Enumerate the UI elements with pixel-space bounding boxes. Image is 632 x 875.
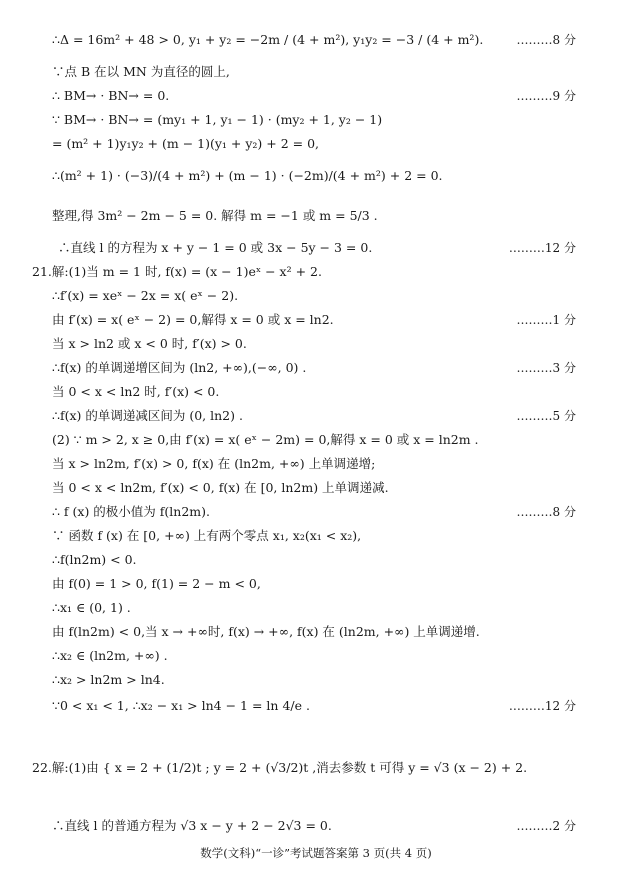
line-text: ∴(m² + 1) · (−3)/(4 + m²) + (m − 1) · (−2m)/(4 + m²) + 2 = 0. — [52, 168, 443, 183]
answer-line — [0, 238, 632, 258]
line-text: ∴f(x) 的单调递增区间为 (ln2, +∞),(−∞, 0) . — [52, 360, 307, 375]
line-text: 由 f(ln2m) < 0,当 x → +∞时, f(x) → +∞, f(x) 在 (ln2m, +∞) 上单调递增. — [52, 624, 480, 639]
line-text: ∴ BM→ · BN→ = 0. — [52, 88, 170, 103]
line-text: ∴ f (x) 的极小值为 f(ln2m). — [52, 504, 210, 519]
line-text: 整理,得 3m² − 2m − 5 = 0. 解得 m = −1 或 m = 5/3 . — [52, 208, 378, 223]
line-text: 22.解:(1)由 { x = 2 + (1/2)t ; y = 2 + (√3/2)t ,消去参数 t 可得 y = √3 (x − 2) + 2. — [32, 760, 528, 775]
answer-line — [0, 110, 632, 130]
answer-line — [0, 86, 632, 106]
line-text: ∵0 < x₁ < 1, ∴x₂ − x₁ > ln4 − 1 = ln 4/e . — [52, 698, 310, 713]
answer-line — [0, 334, 632, 354]
answer-line — [0, 550, 632, 570]
score-mark: ………12 分 — [508, 241, 576, 255]
line-text: ∴x₂ > ln2m > ln4. — [52, 672, 165, 687]
line-text: 由 f(0) = 1 > 0, f(1) = 2 − m < 0, — [52, 576, 261, 591]
score-mark: ………9 分 — [516, 89, 576, 103]
score-mark: ………5 分 — [516, 409, 576, 423]
answer-line — [0, 696, 632, 716]
line-text: ∵ 函数 f (x) 在 [0, +∞) 上有两个零点 x₁, x₂(x₁ < x₂), — [52, 528, 362, 543]
answer-line — [0, 310, 632, 330]
answer-line — [0, 358, 632, 378]
answer-line — [0, 406, 632, 426]
answer-line — [0, 206, 632, 226]
line-text: = (m² + 1)y₁y₂ + (m − 1)(y₁ + y₂) + 2 = 0, — [52, 136, 320, 151]
line-text: 当 0 < x < ln2m, f′(x) < 0, f(x) 在 [0, ln2m) 上单调递减. — [52, 480, 389, 495]
line-text: (2) ∵ m > 2, x ≥ 0,由 f′(x) = x( eˣ − 2m) = 0,解得 x = 0 或 x = ln2m . — [52, 432, 479, 447]
line-text: ∴x₁ ∈ (0, 1) . — [52, 600, 131, 615]
answer-line — [0, 598, 632, 618]
answer-line — [0, 134, 632, 154]
line-text: ∴直线 l 的普通方程为 √3 x − y + 2 − 2√3 = 0. — [52, 818, 332, 833]
answer-line — [0, 816, 632, 836]
answer-line — [0, 62, 632, 82]
answer-line — [0, 646, 632, 666]
line-text: ∴f(x) 的单调递减区间为 (0, ln2) . — [52, 408, 243, 423]
answer-line — [0, 382, 632, 402]
answer-line — [0, 30, 632, 50]
answer-line — [0, 758, 632, 778]
line-text: 当 x > ln2 或 x < 0 时, f′(x) > 0. — [52, 336, 247, 351]
answer-line — [0, 430, 632, 450]
score-mark: ………1 分 — [516, 313, 576, 327]
answer-line — [0, 622, 632, 642]
page-footer: 数学(文科)“一诊”考试题答案第 3 页(共 4 页) — [200, 846, 432, 860]
answer-line — [0, 478, 632, 498]
answer-line — [0, 526, 632, 546]
score-mark: ………12 分 — [508, 699, 576, 713]
line-text: ∴f′(x) = xeˣ − 2x = x( eˣ − 2). — [52, 288, 239, 303]
answer-line — [0, 574, 632, 594]
answer-line — [0, 670, 632, 690]
line-text: 由 f′(x) = x( eˣ − 2) = 0,解得 x = 0 或 x = ln2. — [52, 312, 334, 327]
score-mark: ………8 分 — [516, 505, 576, 519]
answer-line — [0, 262, 632, 282]
line-text: ∴x₂ ∈ (ln2m, +∞) . — [52, 648, 168, 663]
answer-line — [0, 286, 632, 306]
line-text: 当 0 < x < ln2 时, f′(x) < 0. — [52, 384, 220, 399]
line-text: ∴f(ln2m) < 0. — [52, 552, 137, 567]
score-mark: ………2 分 — [516, 819, 576, 833]
line-text: ∵点 B 在以 MN 为直径的圆上, — [52, 64, 230, 79]
line-text: ∴Δ = 16m² + 48 > 0, y₁ + y₂ = −2m / (4 + m²), y₁y₂ = −3 / (4 + m²). — [52, 32, 484, 47]
line-text: ∴直线 l 的方程为 x + y − 1 = 0 或 3x − 5y − 3 = 0. — [58, 240, 373, 255]
answer-line — [0, 502, 632, 522]
answer-line — [0, 454, 632, 474]
score-mark: ………3 分 — [516, 361, 576, 375]
answer-line — [0, 166, 632, 186]
score-mark: ………8 分 — [516, 33, 576, 47]
line-text: 21.解:(1)当 m = 1 时, f(x) = (x − 1)eˣ − x² + 2. — [32, 264, 322, 279]
line-text: ∵ BM→ · BN→ = (my₁ + 1, y₁ − 1) · (my₂ + 1, y₂ − 1) — [52, 112, 383, 127]
line-text: 当 x > ln2m, f′(x) > 0, f(x) 在 (ln2m, +∞) 上单调递增; — [52, 456, 376, 471]
